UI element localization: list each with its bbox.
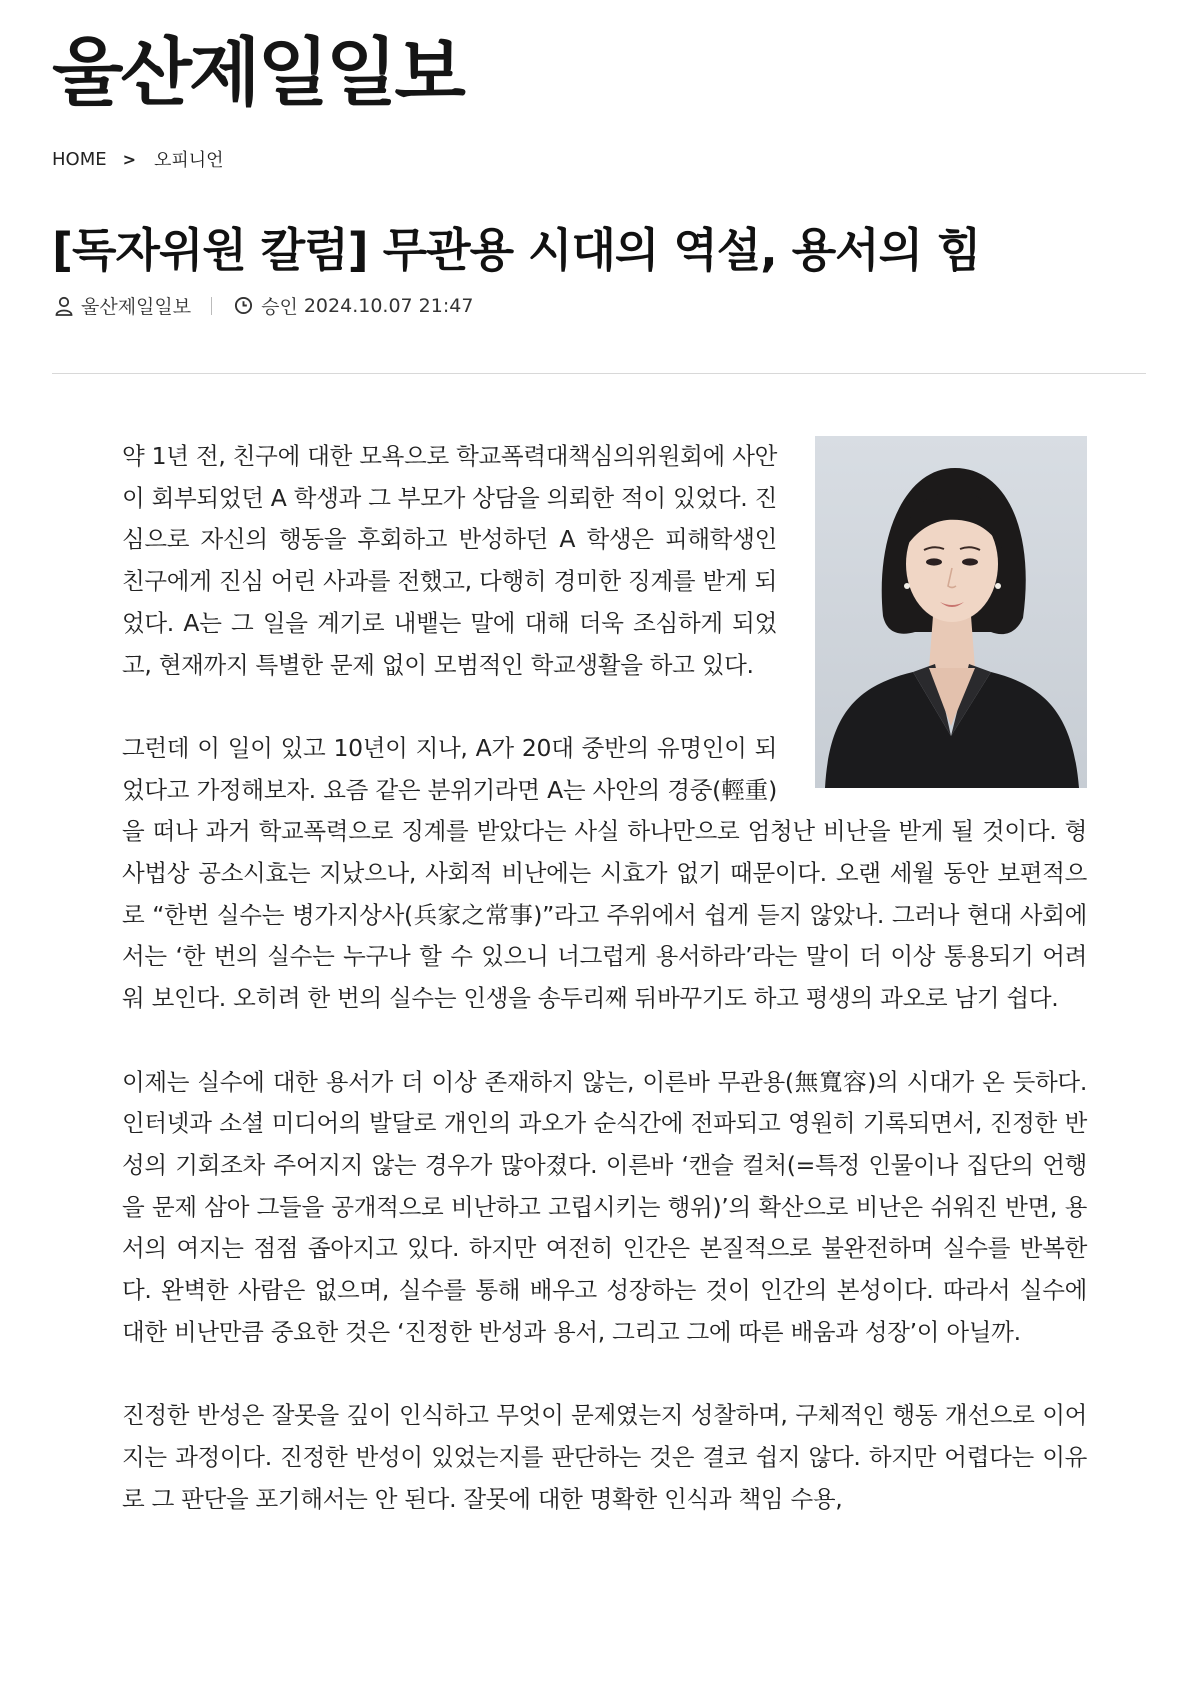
article-byline: 울산제일일보 xyxy=(81,296,192,318)
article-paragraph: 약 1년 전, 친구에 대한 모욕으로 학교폭력대책심의위원회에 사안이 회부되었던 A 학생과 그 부모가 상담을 의뢰한 적이 있었다. 진심으로 자신의 행동을 후회하고 반성하던 A 학생은 피해학생인 친구에게 진심 어린 사과를 전했고, 다행히 경미한 징계를 받게 되었다. A는 그 일을 계기로 내뱉는 말에 대해 더욱 조심하게 되었고, 현재까지 특별한 문제 없이 모범적인 학교생활을 하고 있다. xyxy=(122,442,777,679)
header-divider xyxy=(52,373,1146,374)
breadcrumb-section[interactable]: 오피니언 xyxy=(154,150,224,171)
masthead-logo[interactable]: 울산제일일보 xyxy=(52,30,463,116)
chevron-right-icon: > xyxy=(122,149,137,169)
article-paragraph: 이제는 실수에 대한 용서가 더 이상 존재하지 않는, 이른바 무관용(無寬容)의 시대가 온 듯하다. 인터넷과 소셜 미디어의 발달로 개인의 과오가 순식간에 전파되고 영원히 기록되면서, 진정한 반성의 기회조차 주어지지 않는 경우가 많아졌다. 이른바 ‘캔슬 컬처(=특정 인물이나 집단의 언행을 문제 삼아 그들을 공개적으로 비난하고 고립시키는 행위)’의 확산으로 비난은 쉬워진 반면, 용서의 여지는 점점 좁아지고 있다. 하지만 여전히 인간은 본질적으로 불완전하며 실수를 반복한다. 완벽한 사람은 없으며, 실수를 통해 배우고 성장하는 것이 인간의 본성이다. 따라서 실수에 대한 비난만큼 중요한 것은 ‘진정한 반성과 용서, 그리고 그에 따른 배움과 성장’이 아닐까. xyxy=(122,1067,1087,1346)
article-body xyxy=(122,436,1087,1562)
clock-icon xyxy=(234,296,253,315)
article-headline: [독자위원 칼럼] 무관용 시대의 역설, 용서의 힘 xyxy=(52,222,981,277)
photo-wrap-spacer xyxy=(777,728,1087,808)
article-meta xyxy=(55,292,473,319)
breadcrumb-home[interactable]: HOME xyxy=(52,148,107,170)
meta-divider xyxy=(211,297,212,315)
approved-label: 승인 xyxy=(261,296,298,318)
article-paragraph: 그런데 이 일이 있고 10년이 지나, A가 20대 중반의 유명인이 되었다고 가정해보자. 요즘 같은 분위기라면 A는 사안의 경중(輕重)을 떠나 과거 학교폭력으로 징계를 받았다는 사실 하나만으로 엄청난 비난을 받게 될 것이다. 형사법상 공소시효는 지났으나, 사회적 비난에는 시효가 없기 때문이다. 오랜 세월 동안 보편적으로 “한번 실수는 병가지상사(兵家之常事)”라고 주위에서 쉽게 듣지 않았나. 그러나 현대 사회에서는 ‘한 번의 실수는 누구나 할 수 있으니 너그럽게 용서하라’라는 말이 더 이상 통용되기 어려워 보인다. 오히려 한 번의 실수는 인생을 송두리째 뒤바꾸기도 하고 평생의 과오로 남기 쉽다. xyxy=(122,728,1087,1020)
approved-datetime: 2024.10.07 21:47 xyxy=(303,294,474,317)
breadcrumb xyxy=(52,146,224,172)
article-paragraph: 진정한 반성은 잘못을 깊이 인식하고 무엇이 문제였는지 성찰하며, 구체적인 행동 개선으로 이어지는 과정이다. 진정한 반성이 있었는지를 판단하는 것은 결코 쉽지 않다. 하지만 어렵다는 이유로 그 판단을 포기해서는 안 된다. 잘못에 대한 명확한 인식과 책임 수용, xyxy=(122,1401,1087,1513)
person-icon xyxy=(55,296,73,316)
